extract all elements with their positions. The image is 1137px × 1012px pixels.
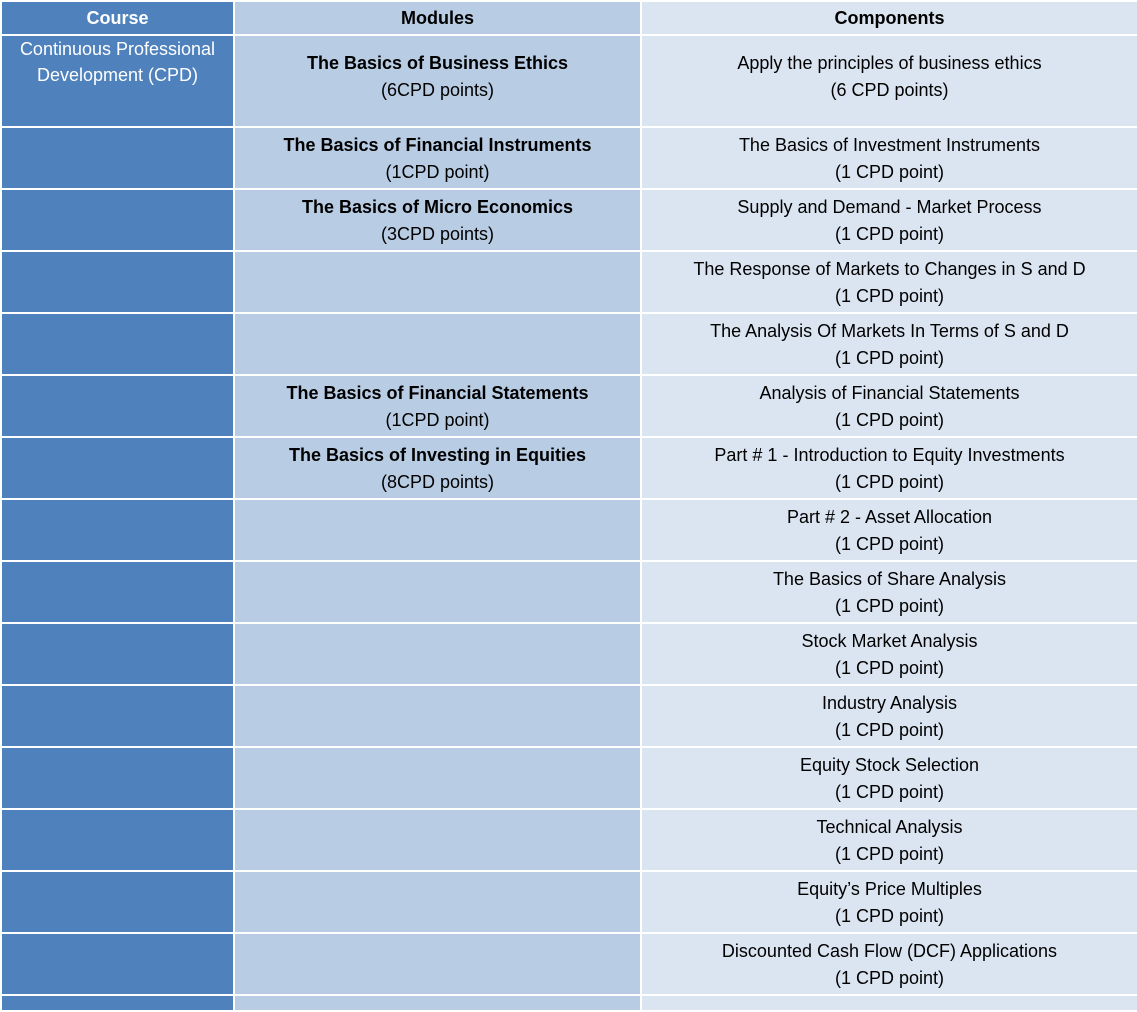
module-points: (1CPD point)	[385, 410, 490, 430]
module-points: (8CPD points)	[380, 472, 495, 492]
component-title: The Basics of Share Analysis	[772, 569, 1007, 589]
course-cell	[1, 623, 234, 685]
component-title: Part # 1 - Introduction to Equity Investments	[714, 445, 1065, 465]
component-cell	[641, 561, 1137, 623]
component-cell	[641, 437, 1137, 499]
component-cell	[641, 871, 1137, 933]
component-points: (1 CPD point)	[834, 782, 945, 802]
course-cell	[1, 127, 234, 189]
table-row	[1, 189, 1137, 251]
course-cell	[1, 313, 234, 375]
table-row	[1, 561, 1137, 623]
module-cell	[234, 995, 641, 1011]
component-title: The Response of Markets to Changes in S and D	[693, 259, 1086, 279]
component-cell	[641, 809, 1137, 871]
component-points: (1 CPD point)	[834, 720, 945, 740]
table-row	[1, 375, 1137, 437]
component-points: (1 CPD point)	[834, 596, 945, 616]
component-title: The Analysis Of Markets In Terms of S and D	[710, 321, 1069, 341]
course-cell	[1, 251, 234, 313]
table-row	[1, 499, 1137, 561]
component-title: Industry Analysis	[821, 693, 958, 713]
module-cell	[234, 375, 641, 437]
table-row	[1, 127, 1137, 189]
component-title: Equity’s Price Multiples	[797, 879, 982, 899]
component-cell	[641, 685, 1137, 747]
component-points: (1 CPD point)	[834, 286, 945, 306]
table-row	[1, 747, 1137, 809]
module-cell	[234, 871, 641, 933]
component-points: (1 CPD point)	[834, 162, 945, 182]
course-cell	[1, 375, 234, 437]
component-title: Apply the principles of business ethics	[737, 53, 1042, 73]
component-points: (6 CPD points)	[830, 80, 949, 100]
module-cell	[234, 189, 641, 251]
components-header: Components	[641, 1, 1137, 35]
course-cell	[1, 685, 234, 747]
table-row	[1, 35, 1137, 127]
module-cell	[234, 933, 641, 995]
course-cell	[1, 871, 234, 933]
module-points: (1CPD point)	[385, 162, 490, 182]
module-points: (6CPD points)	[380, 80, 495, 100]
component-title: Technical Analysis	[816, 817, 963, 837]
module-cell	[234, 623, 641, 685]
component-cell	[641, 933, 1137, 995]
component-title: Part # 2 - Asset Allocation	[786, 507, 993, 527]
module-cell	[234, 313, 641, 375]
component-title: Equity Stock Selection	[799, 755, 980, 775]
module-cell	[234, 685, 641, 747]
header-row	[1, 1, 1137, 35]
course-cell	[1, 437, 234, 499]
module-cell	[234, 561, 641, 623]
component-points: (1 CPD point)	[834, 348, 945, 368]
course-cell	[1, 499, 234, 561]
table-row	[1, 623, 1137, 685]
course-header: Course	[1, 1, 234, 35]
table-row	[1, 437, 1137, 499]
component-cell	[641, 499, 1137, 561]
component-cell	[641, 995, 1137, 1011]
component-points: (1 CPD point)	[834, 224, 945, 244]
modules-header: Modules	[234, 1, 641, 35]
module-cell	[234, 747, 641, 809]
module-cell	[234, 437, 641, 499]
component-cell	[641, 189, 1137, 251]
component-title: Supply and Demand - Market Process	[737, 197, 1042, 217]
module-title: The Basics of Business Ethics	[306, 53, 569, 73]
component-points: (1 CPD point)	[834, 534, 945, 554]
course-cell	[1, 561, 234, 623]
module-points: (3CPD points)	[380, 224, 495, 244]
table-row	[1, 251, 1137, 313]
table-row	[1, 685, 1137, 747]
module-cell	[234, 499, 641, 561]
table-row	[1, 313, 1137, 375]
module-title: The Basics of Investing in Equities	[288, 445, 587, 465]
table-row	[1, 871, 1137, 933]
component-cell	[641, 375, 1137, 437]
component-title: The Basics of Investment Instruments	[738, 135, 1041, 155]
module-cell	[234, 809, 641, 871]
component-title: Stock Market Analysis	[801, 631, 978, 651]
component-points: (1 CPD point)	[834, 906, 945, 926]
component-points: (1 CPD point)	[834, 410, 945, 430]
module-title: The Basics of Micro Economics	[301, 197, 574, 217]
component-cell	[641, 251, 1137, 313]
component-title: Analysis of Financial Statements	[759, 383, 1020, 403]
course-cell: Continuous Professional Development (CPD)	[1, 35, 234, 127]
component-title: Discounted Cash Flow (DCF) Applications	[721, 941, 1058, 961]
module-cell	[234, 127, 641, 189]
component-cell	[641, 747, 1137, 809]
course-cell	[1, 995, 234, 1011]
component-cell	[641, 623, 1137, 685]
component-points: (1 CPD point)	[834, 658, 945, 678]
component-cell	[641, 35, 1137, 127]
course-cell	[1, 189, 234, 251]
module-title: The Basics of Financial Instruments	[283, 135, 592, 155]
component-cell	[641, 313, 1137, 375]
module-cell	[234, 251, 641, 313]
course-cell	[1, 809, 234, 871]
module-title: The Basics of Financial Statements	[286, 383, 589, 403]
component-cell	[641, 127, 1137, 189]
table-row	[1, 809, 1137, 871]
table-row-partial	[1, 995, 1137, 1011]
course-cell	[1, 747, 234, 809]
component-points: (1 CPD point)	[834, 472, 945, 492]
module-cell	[234, 35, 641, 127]
component-points: (1 CPD point)	[834, 968, 945, 988]
component-points: (1 CPD point)	[834, 844, 945, 864]
course-cell	[1, 933, 234, 995]
table-row	[1, 933, 1137, 995]
